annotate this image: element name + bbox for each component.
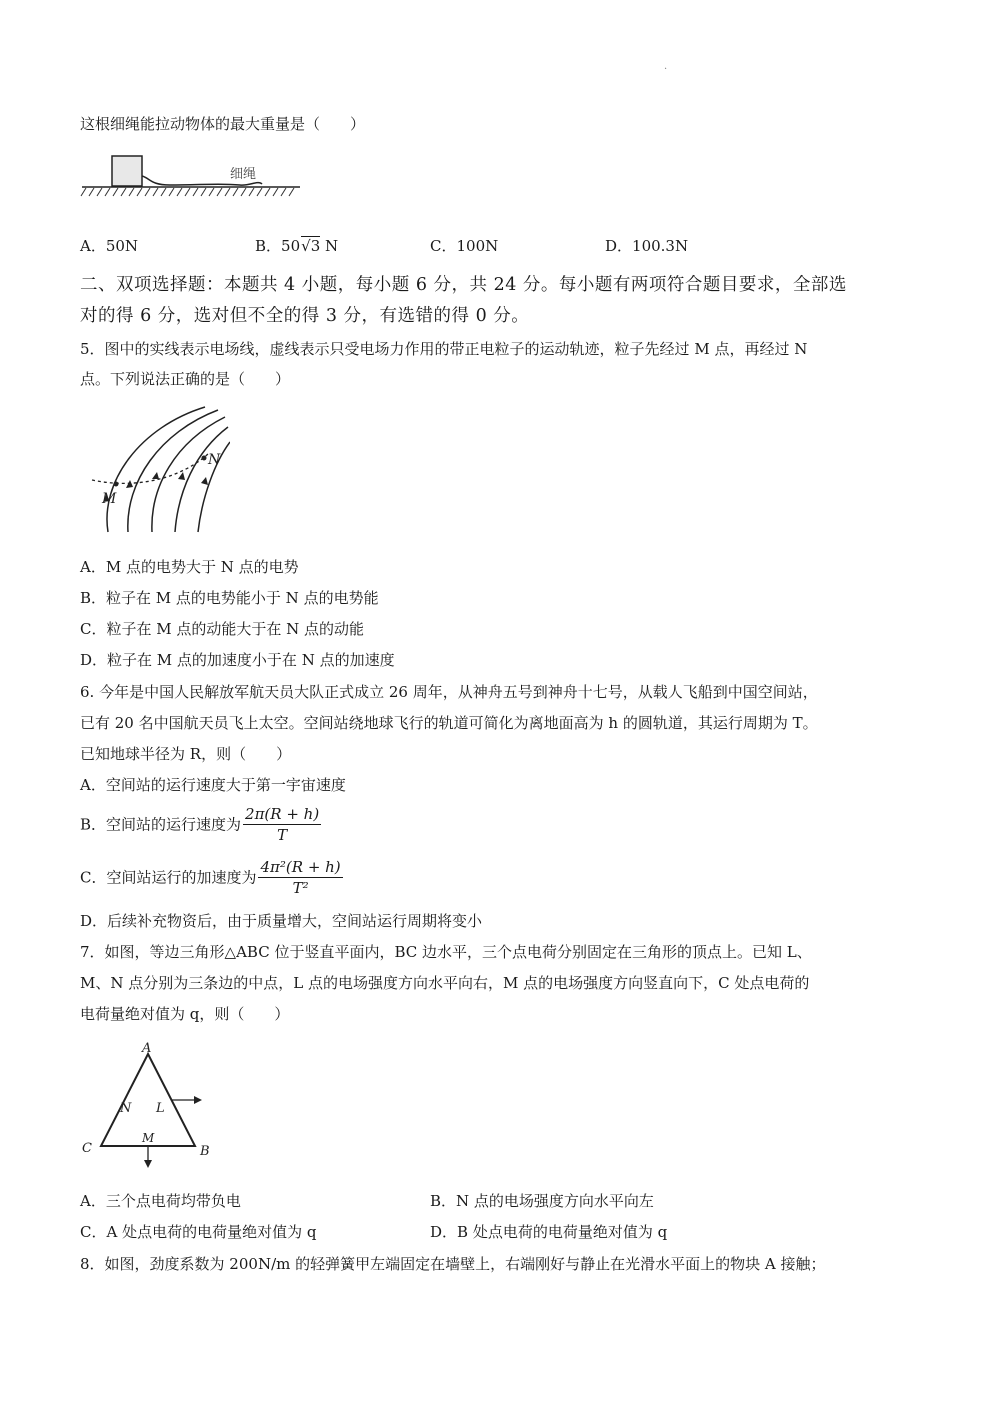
q6-stem-line1: 6. 今年是中国人民解放军航天员大队正式成立 26 周年，从神舟五号到神舟十七号，从载人飞船到中国空间站， xyxy=(80,683,818,701)
q7-label-m: M xyxy=(142,1131,155,1145)
q6-option-b xyxy=(80,804,321,845)
q7-label-n: N xyxy=(120,1101,132,1116)
q4-option-d: D．100.3N xyxy=(605,237,689,255)
q4-option-b-prefix: B．50 xyxy=(255,237,301,255)
q4-option-b xyxy=(255,236,338,256)
q4-option-b-unit: N xyxy=(320,237,339,255)
q7-stem-line3: 电荷量绝对值为 q，则（ ） xyxy=(80,1005,290,1023)
q6-option-b-denominator: T xyxy=(277,826,288,844)
q6-option-b-numerator: 2π(R + h) xyxy=(245,805,320,823)
q6-option-d: D．后续补充物资后，由于质量增大，空间站运行周期将变小 xyxy=(80,912,483,930)
q6-option-c-denominator: T² xyxy=(292,879,309,897)
q7-stem-line2: M、N 点分别为三条边的中点，L 点的电场强度方向水平向右，M 点的电场强度方向竖直向下，C 处点电荷的 xyxy=(80,974,810,992)
q7-stem-line1: 7．如图，等边三角形△ABC 位于竖直平面内，BC 边水平，三个点电荷分别固定在三角形的顶点上。已知 L、 xyxy=(80,943,812,961)
q7-label-l: L xyxy=(156,1101,165,1116)
q8-stem-line1: 8．如图，劲度系数为 200N/m 的轻弹簧甲左端固定在墙壁上，右端刚好与静止在光滑水平面上的物块 A 接触； xyxy=(80,1255,826,1273)
q5-stem-line1: 5．图中的实线表示电场线，虚线表示只受电场力作用的带正电粒子的运动轨迹，粒子先经过 M 点，再经过 N xyxy=(80,340,808,358)
q5-label-n: N xyxy=(208,452,221,468)
q5-field-figure xyxy=(80,402,230,537)
section2-heading-line2: 对的得 6 分，选对但不全的得 3 分，有选错的得 0 分。 xyxy=(80,306,530,326)
q6-stem-line2: 已有 20 名中国航天员飞上太空。空间站绕地球飞行的轨道可简化为离地面高为 h 的圆轨道，其运行周期为 T。 xyxy=(80,714,818,732)
q5-option-c: C．粒子在 M 点的动能大于在 N 点的动能 xyxy=(80,620,365,638)
q7-option-b: B．N 点的电场强度方向水平向左 xyxy=(430,1192,654,1210)
q5-label-m: M xyxy=(102,491,117,507)
q7-label-a: A xyxy=(142,1041,152,1056)
q5-option-b: B．粒子在 M 点的电势能小于 N 点的电势能 xyxy=(80,589,379,607)
q7-option-a: A．三个点电荷均带负电 xyxy=(80,1192,241,1210)
q4-tail-text: 这根细绳能拉动物体的最大重量是（ ） xyxy=(80,115,366,133)
q7-option-d: D．B 处点电荷的电荷量绝对值为 q xyxy=(430,1223,668,1241)
q6-option-c xyxy=(80,857,343,898)
q6-option-c-text: C．空间站运行的加速度为 xyxy=(80,868,257,887)
corner-mark: · xyxy=(664,64,668,75)
q4-option-c: C．100N xyxy=(430,237,499,255)
rope-label: 细绳 xyxy=(230,167,257,182)
q7-triangle-figure xyxy=(78,1040,218,1170)
q6-option-a: A．空间站的运行速度大于第一宇宙速度 xyxy=(80,776,346,794)
q6-option-b-text: B．空间站的运行速度为 xyxy=(80,815,242,834)
q5-stem-line2: 点。下列说法正确的是（ ） xyxy=(80,370,291,388)
q4-option-b-root: 3 xyxy=(310,237,321,255)
q7-label-b: B xyxy=(200,1144,210,1159)
section2-heading-line1: 二、双项选择题：本题共 4 小题，每小题 6 分，共 24 分。每小题有两项符合题目要求，全部选 xyxy=(80,275,847,295)
q7-label-c: C xyxy=(82,1141,92,1156)
sqrt-icon: √3 xyxy=(301,237,321,255)
q6-option-c-numerator: 4π²(R + h) xyxy=(260,858,341,876)
q5-option-d: D．粒子在 M 点的加速度小于在 N 点的加速度 xyxy=(80,651,395,669)
q5-option-a: A．M 点的电势大于 N 点的电势 xyxy=(80,558,299,576)
q4-option-a: A．50N xyxy=(80,237,139,255)
q6-stem-line3: 已知地球半径为 R，则（ ） xyxy=(80,745,292,763)
q7-option-c: C．A 处点电荷的电荷量绝对值为 q xyxy=(80,1223,317,1241)
q4-rope-figure xyxy=(80,150,302,202)
